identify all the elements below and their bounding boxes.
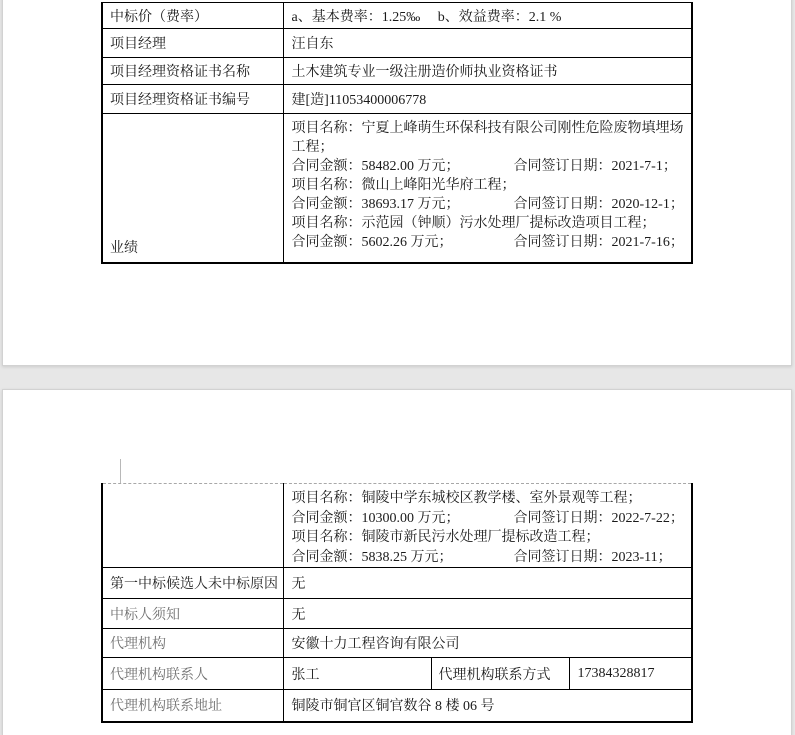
- performance-line: 合同金额：10300.00 万元； 合同签订日期：2022-7-22；: [291, 510, 684, 526]
- table-row: [102, 629, 692, 658]
- performance-line: 项目名称：铜陵市新民污水处理厂提标改造工程；: [291, 530, 600, 545]
- bid-info-table-page2: [101, 483, 693, 723]
- performance-line: 合同金额：5602.26 万元； 合同签订日期：2021-7-16；: [291, 235, 684, 250]
- row-value-performance: [283, 114, 692, 263]
- performance-line: 项目名称：铜陵中学东城校区教学楼、室外景观等工程；: [291, 491, 642, 506]
- row-label-certificate-number: 项目经理资格证书编号: [102, 85, 283, 114]
- row-value-first-candidate-reason: 无: [283, 568, 692, 599]
- performance-line: 合同金额：58482.00 万元； 合同签订日期：2021-7-1；: [291, 159, 677, 174]
- row-value-certificate-number: 建[造]11053400006778: [283, 85, 692, 114]
- performance-line: 合同金额：5838.25 万元； 合同签订日期：2023-11；: [291, 549, 672, 565]
- table-row-performance: [102, 114, 692, 263]
- performance-line: 项目名称：示范园（钟顺）污水处理厂提标改造项目工程；: [291, 216, 656, 231]
- performance-line: 项目名称：微山上峰阳光华府工程；: [291, 178, 516, 193]
- performance-line: 工程；: [291, 140, 334, 155]
- table-row: [102, 568, 692, 599]
- row-value-agency-contact-method: 17384328817: [569, 658, 692, 690]
- row-label-agency-contact: 代理机构联系人: [102, 658, 283, 690]
- row-value-performance-continued: [283, 484, 692, 568]
- table-row: [102, 29, 692, 58]
- row-value-bid-price: a、基本费率：1.25‰ b、效益费率：2.1 %: [283, 3, 692, 29]
- row-value-agency: 安徽十力工程咨询有限公司: [283, 629, 692, 658]
- table-row: [102, 58, 692, 85]
- row-value-project-manager: 汪自东: [283, 29, 692, 58]
- table-row-agency-contact: [102, 658, 692, 690]
- bid-info-table-page1: [101, 2, 693, 264]
- row-label-performance: 业绩: [102, 114, 283, 263]
- table-row: [102, 85, 692, 114]
- row-label-agency-contact-method: 代理机构联系方式: [431, 658, 569, 690]
- row-value-winner-notice: 无: [283, 599, 692, 629]
- row-label-certificate-name: 项目经理资格证书名称: [102, 58, 283, 85]
- row-label-performance-continued-empty: [102, 484, 283, 568]
- row-label-bid-price: 中标价（费率）: [102, 3, 283, 29]
- table-row: [102, 599, 692, 629]
- text-boundary-mark: [120, 459, 121, 483]
- performance-line: 合同金额：38693.17 万元； 合同签订日期：2020-12-1；: [291, 197, 684, 212]
- row-value-certificate-name: 土木建筑专业一级注册造价师执业资格证书: [283, 58, 692, 85]
- row-label-project-manager: 项目经理: [102, 29, 283, 58]
- document-page-1[interactable]: [2, 0, 792, 366]
- table-row: [102, 690, 692, 722]
- row-label-agency: 代理机构: [102, 629, 283, 658]
- row-value-agency-address: 铜陵市铜官区铜官数谷 8 楼 06 号: [283, 690, 692, 722]
- performance-line: 项目名称：宁夏上峰萌生环保科技有限公司刚性危险废物填埋场: [291, 121, 684, 136]
- document-page-2[interactable]: [2, 389, 792, 735]
- row-label-winner-notice: 中标人须知: [102, 599, 283, 629]
- table-row-performance-continued: [102, 484, 692, 568]
- row-label-first-candidate-reason: 第一中标候选人未中标原因: [102, 568, 283, 599]
- table-row: [102, 3, 692, 29]
- row-label-agency-address: 代理机构联系地址: [102, 690, 283, 722]
- row-value-agency-contact: 张工: [283, 658, 431, 690]
